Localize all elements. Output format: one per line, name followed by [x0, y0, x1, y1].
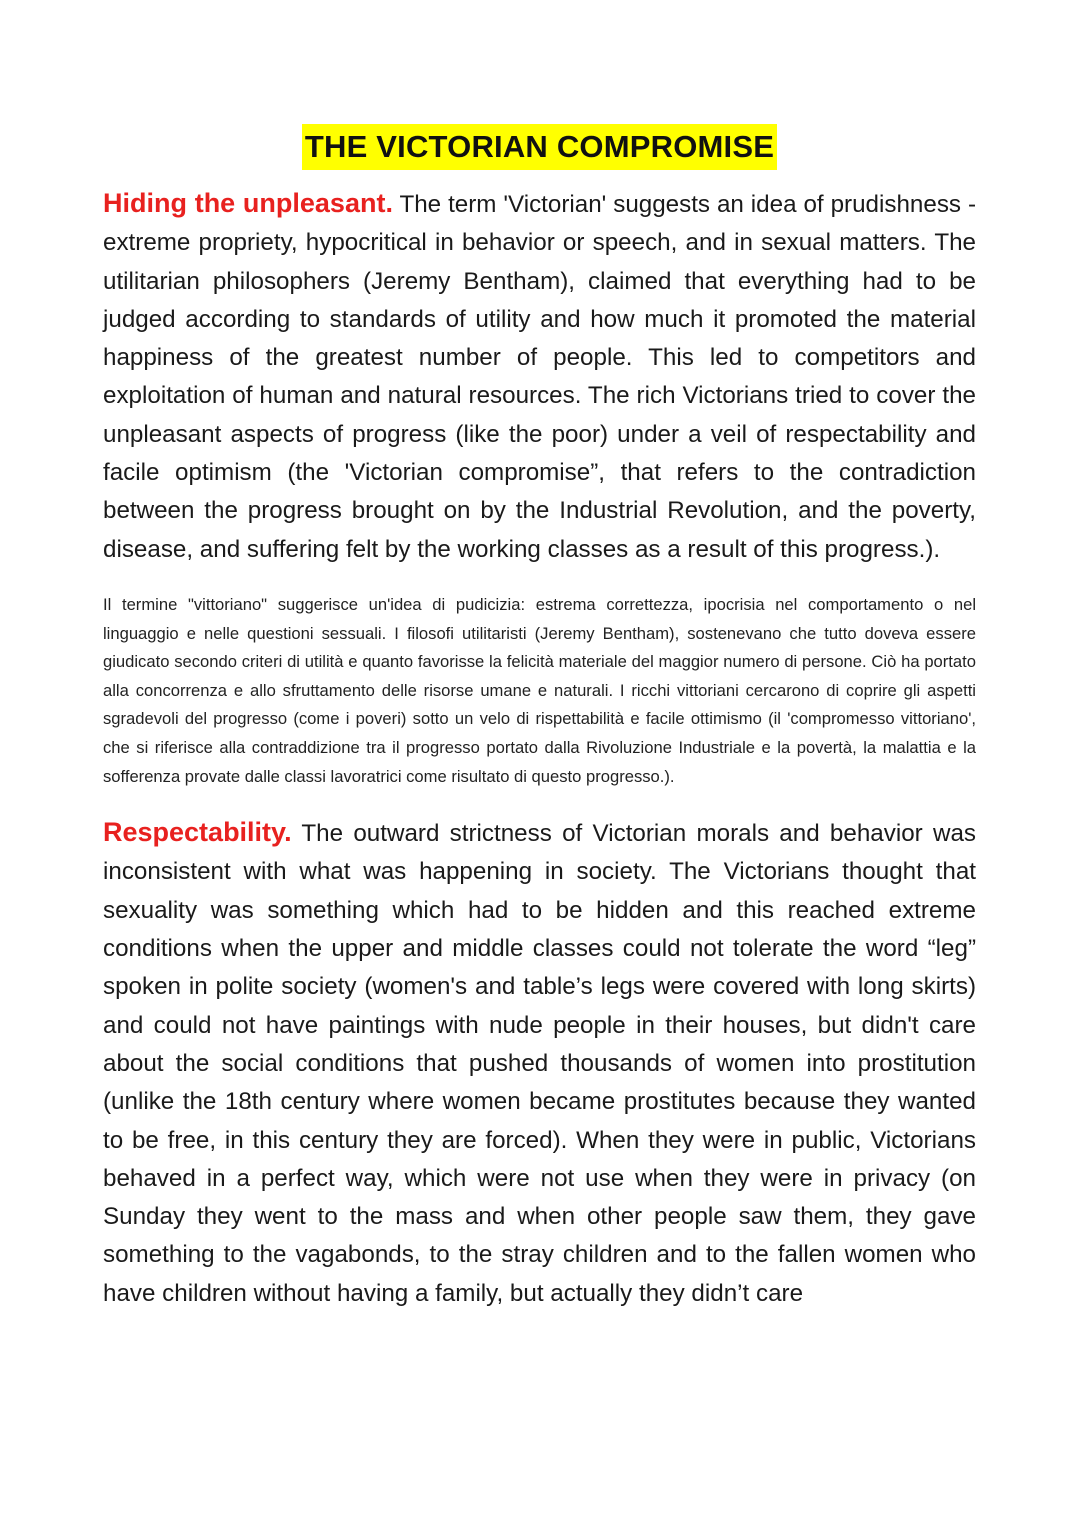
document-page — [103, 124, 976, 1313]
section-hiding-paragraph — [103, 184, 976, 569]
section-body-hiding: The term 'Victorian' suggests an idea of prudishness - extreme propriety, hypocritical in behavior or speech, and in sexual matters. The utilitarian philosophers (Jeremy Bentham), claimed that everything had to be judged according to standards of utility and how much it promoted the material happiness of the greatest number of people. This led to competitors and exploitation of human and natural resources. The rich Victorians tried to cover the unpleasant aspects of progress (like the poor) under a veil of respectability and facile optimism (the 'Victorian compromise”, that refers to the contradiction between the progress brought on by the Industrial Revolution, and the poverty, disease, and suffering felt by the working classes as a result of this progress.). — [103, 191, 976, 563]
section-heading-hiding: Hiding the unpleasant. — [103, 188, 393, 218]
section-heading-respectability: Respectability. — [103, 817, 292, 848]
document-title: THE VICTORIAN COMPROMISE — [302, 124, 777, 170]
section-hiding-translation: Il termine "vittoriano" suggerisce un'idea di pudicizia: estrema correttezza, ipocrisia nel comportamento o nel linguaggio e nelle questioni sessuali. I filosofi utilitaristi (Jeremy Bentham), sostenevano che tutto doveva essere giudicato secondo criteri di utilità e quanto favorisse la felicità materiale del maggior numero di persone. Ciò ha portato alla concorrenza e allo sfruttamento delle risorse umane e naturali. I ricchi vittoriani cercarono di coprire gli aspetti sgradevoli del progresso (come i poveri) sotto un velo di rispettabilità e facile ottimismo (il 'compromesso vittoriano', che si riferisce alla contraddizione tra il progresso portato dalla Rivoluzione Industriale e la povertà, la malattia e la sofferenza provate dalle classi lavoratrici come risultato di questo progresso.). — [103, 594, 976, 786]
section-respectability-paragraph — [103, 813, 976, 1313]
section-body-respectability: The outward strictness of Victorian morals and behavior was inconsistent with what was happening in society. The Victorians thought that sexuality was something which had to be hidden and this reached extreme conditions when the upper and middle classes could not tolerate the word “leg” spoken in polite society (women's and table’s legs were covered with long skirts) and could not have paintings with nude people in their houses, but didn't care about the social conditions that pushed thousands of women into prostitution (unlike the 18th century where women became prostitutes because they wanted to be free, in this century they are forced). When they were in public, Victorians behaved in a perfect way, which were not use when they were in privacy (on Sunday they went to the mass and when other people saw them, they gave something to the vagabonds, to the stray children and to the fallen women who have children without having a family, but actually they didn’t care — [103, 820, 976, 1307]
title-container — [103, 124, 976, 170]
